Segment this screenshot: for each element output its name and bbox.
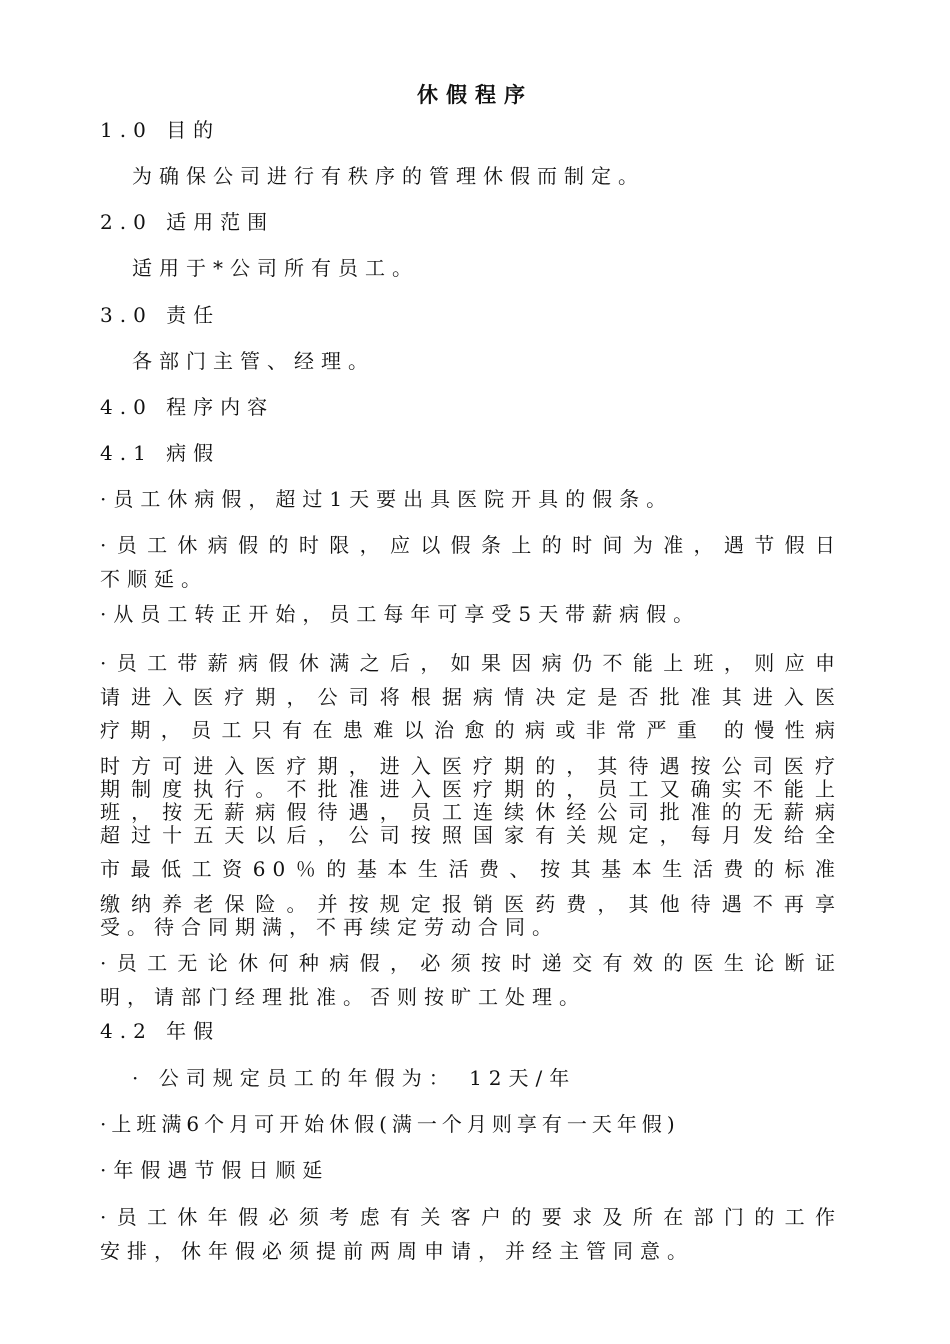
annual-leave-line: ·上班满6个月可开始休假(满一个月则享有一天年假): [100, 1112, 680, 1136]
annual-leave-line: · 公司规定员工的年假为： 12天/年: [132, 1066, 577, 1090]
section-2-heading: 2.0 适用范围: [100, 210, 275, 234]
sick-leave-line: 超过十五天以后，公司按照国家有关规定，每月发给全: [100, 823, 842, 847]
annual-leave-line: ·员工休年假必须考虑有关客户的要求及所在部门的工作: [100, 1205, 842, 1229]
sick-leave-line: ·员工休病假的时限，应以假条上的时间为准，遇节假日: [100, 533, 842, 557]
sick-leave-line: 市最低工资60％的基本生活费、按其基本生活费的标准: [100, 857, 842, 881]
document-title: 休假程序: [417, 82, 533, 107]
sick-leave-line: 缴纳养老保险。并按规定报销医药费，其他待遇不再享: [100, 892, 842, 916]
section-1-body: 为确保公司进行有秩序的管理休假而制定。: [132, 164, 645, 188]
sick-leave-line: ·员工休病假，超过1天要出具医院开具的假条。: [100, 487, 674, 511]
sick-leave-line: ·从员工转正开始，员工每年可享受5天带薪病假。: [100, 602, 701, 626]
annual-leave-line: 安排，休年假必须提前两周申请，并经主管同意。: [100, 1239, 694, 1263]
sick-leave-line: 班，按无薪病假待遇，员工连续休经公司批准的无薪病: [100, 800, 842, 824]
section-2-body: 适用于*公司所有员工。: [132, 256, 419, 280]
section-3-heading: 3.0 责任: [100, 303, 221, 327]
section-1-heading: 1.0 目的: [100, 118, 221, 142]
sick-leave-line: 受。待合同期满，不再续定劳动合同。: [100, 915, 559, 939]
sick-leave-line: 时方可进入医疗期，进入医疗期的，其待遇按公司医疗: [100, 754, 842, 778]
sick-leave-line: 请进入医疗期，公司将根据病情决定是否批准其进入医: [100, 685, 842, 709]
annual-leave-line: ·年假遇节假日顺延: [100, 1158, 330, 1182]
sick-leave-line: 不顺延。: [100, 567, 208, 591]
section-4-2-heading: 4.2 年假: [100, 1019, 221, 1043]
section-4-1-heading: 4.1 病假: [100, 441, 221, 465]
section-4-heading: 4.0 程序内容: [100, 395, 275, 419]
sick-leave-line: 期制度执行。不批准进入医疗期的，员工又确实不能上: [100, 777, 842, 801]
section-3-body: 各部门主管、经理。: [132, 349, 375, 373]
sick-leave-line: ·员工带薪病假休满之后，如果因病仍不能上班，则应申: [100, 651, 842, 675]
sick-leave-line: 明，请部门经理批准。否则按旷工处理。: [100, 985, 586, 1009]
sick-leave-line: 疗期，员工只有在患难以治愈的病或非常严重 的慢性病: [100, 718, 842, 742]
sick-leave-line: ·员工无论休何种病假，必须按时递交有效的医生论断证: [100, 951, 842, 975]
